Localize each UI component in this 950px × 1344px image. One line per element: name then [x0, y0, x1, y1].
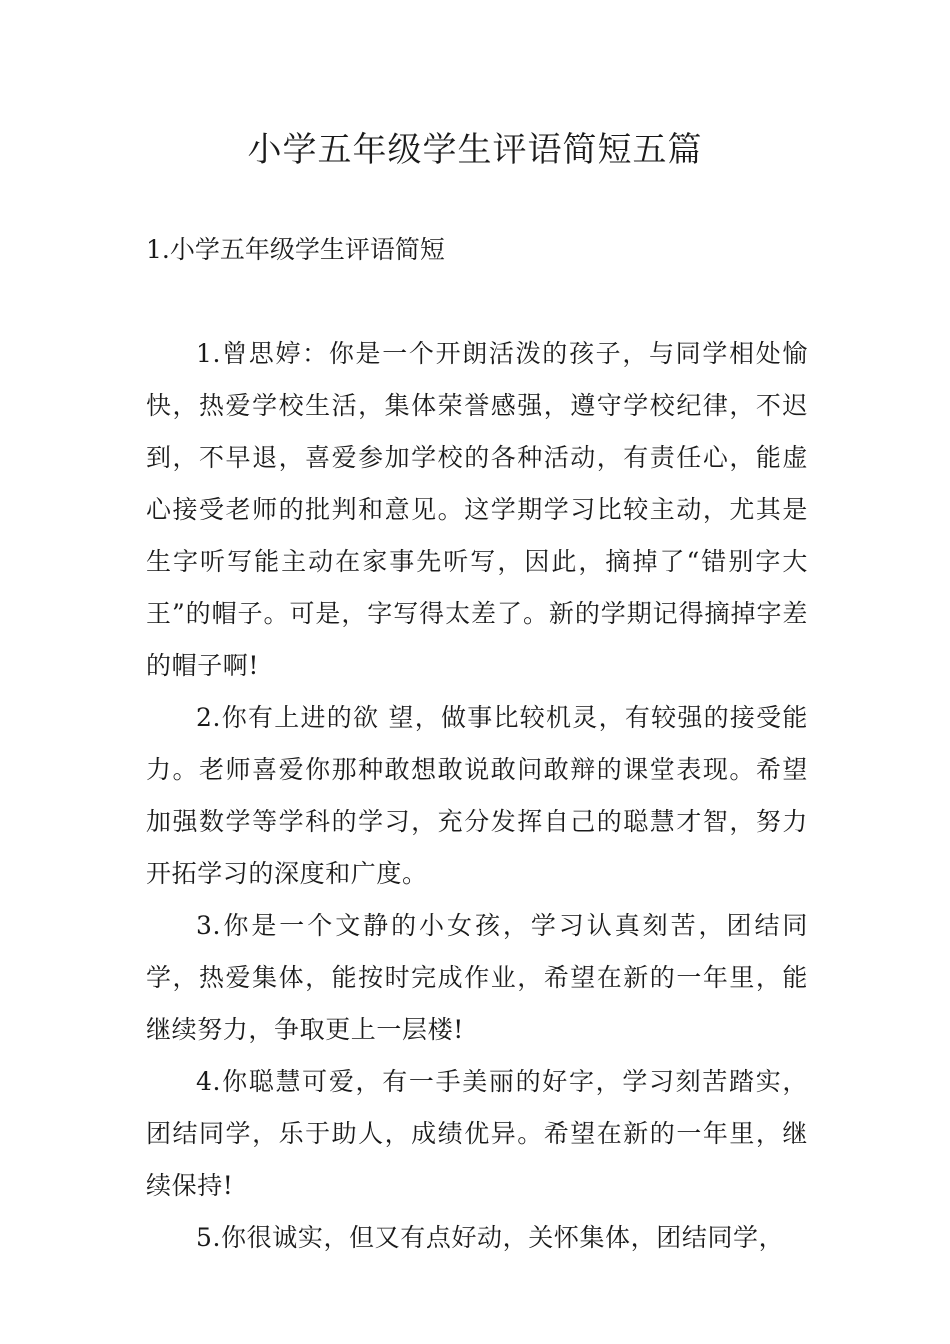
- paragraph-3: 3.你是一个文静的小女孩，学习认真刻苦，团结同学，热爱集体，能按时完成作业，希望在新的一年里，能继续努力，争取更上一层楼!: [146, 911, 808, 1044]
- section-heading: 1.小学五年级学生评语简短: [146, 235, 445, 264]
- document-body: [146, 328, 808, 1264]
- page-title: 小学五年级学生评语简短五篇: [247, 130, 703, 170]
- paragraph-4: 4.你聪慧可爱，有一手美丽的好字，学习刻苦踏实，团结同学，乐于助人，成绩优异。希望在新的一年里，继续保持!: [146, 1067, 808, 1200]
- paragraph-1: 1.曾思婷：你是一个开朗活泼的孩子，与同学相处愉快，热爱学校生活，集体荣誉感强，遵守学校纪律，不迟到，不早退，喜爱参加学校的各种活动，有责任心，能虚心接受老师的批判和意见。这学期学习比较主动，尤其是生字听写能主动在家事先听写，因此，摘掉了“错别字大王”的帽子。可是，字写得太差了。新的学期记得摘掉字差的帽子啊!: [146, 339, 808, 680]
- paragraph-2: 2.你有上进的欲 望，做事比较机灵，有较强的接受能力。老师喜爱你那种敢想敢说敢问敢辩的课堂表现。希望加强数学等学科的学习，充分发挥自己的聪慧才智，努力开拓学习的深度和广度。: [146, 703, 808, 888]
- paragraph-5: 5.你很诚实，但又有点好动，关怀集体，团结同学，: [196, 1223, 785, 1252]
